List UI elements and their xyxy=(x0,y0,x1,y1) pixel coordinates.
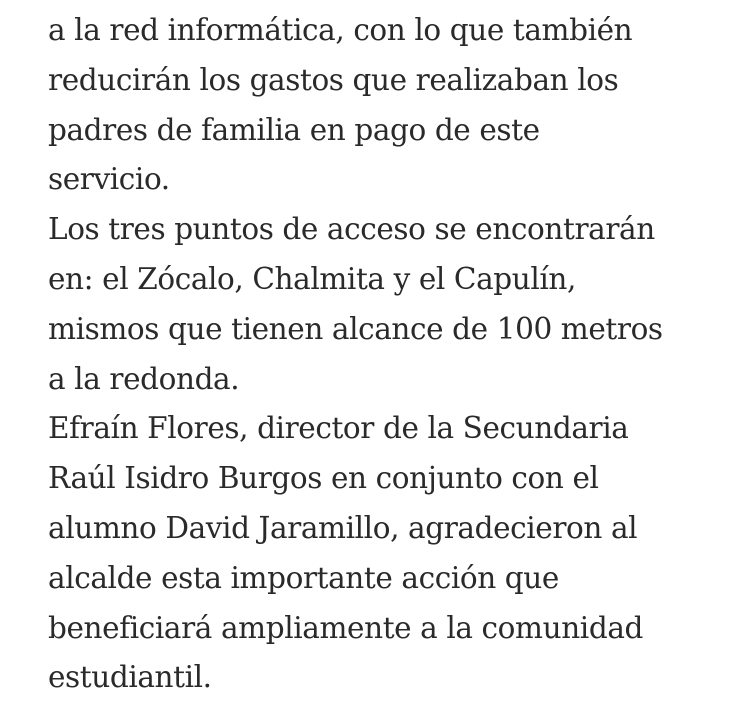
paragraph-line: a la redonda. xyxy=(48,361,240,396)
paragraph-line: en: el Zócalo, Chalmita y el Capulín, xyxy=(48,261,576,296)
paragraph-line: padres de familia en pago de este xyxy=(48,112,540,147)
article-paragraph-2 xyxy=(48,205,710,404)
article-paragraph-3 xyxy=(48,404,710,703)
paragraph-line: Raúl Isidro Burgos en conjunto con el xyxy=(48,461,599,496)
article-paragraph-1 xyxy=(48,6,710,205)
paragraph-line: mismos que tienen alcance de 100 metros xyxy=(48,311,663,346)
paragraph-line: alumno David Jaramillo, agradecieron al xyxy=(48,510,638,545)
paragraph-line: reducirán los gastos que realizaban los xyxy=(48,62,619,97)
paragraph-line: Efraín Flores, director de la Secundaria xyxy=(48,411,629,446)
paragraph-line: estudiantil. xyxy=(48,660,212,695)
paragraph-line: a la red informática, con lo que también xyxy=(48,13,633,47)
paragraph-line: servicio. xyxy=(48,162,170,197)
paragraph-line: alcalde esta importante acción que xyxy=(48,560,559,595)
paragraph-line: beneficiará ampliamente a la comunidad xyxy=(48,610,643,645)
paragraph-line: Los tres puntos de acceso se encontrarán xyxy=(48,212,655,247)
